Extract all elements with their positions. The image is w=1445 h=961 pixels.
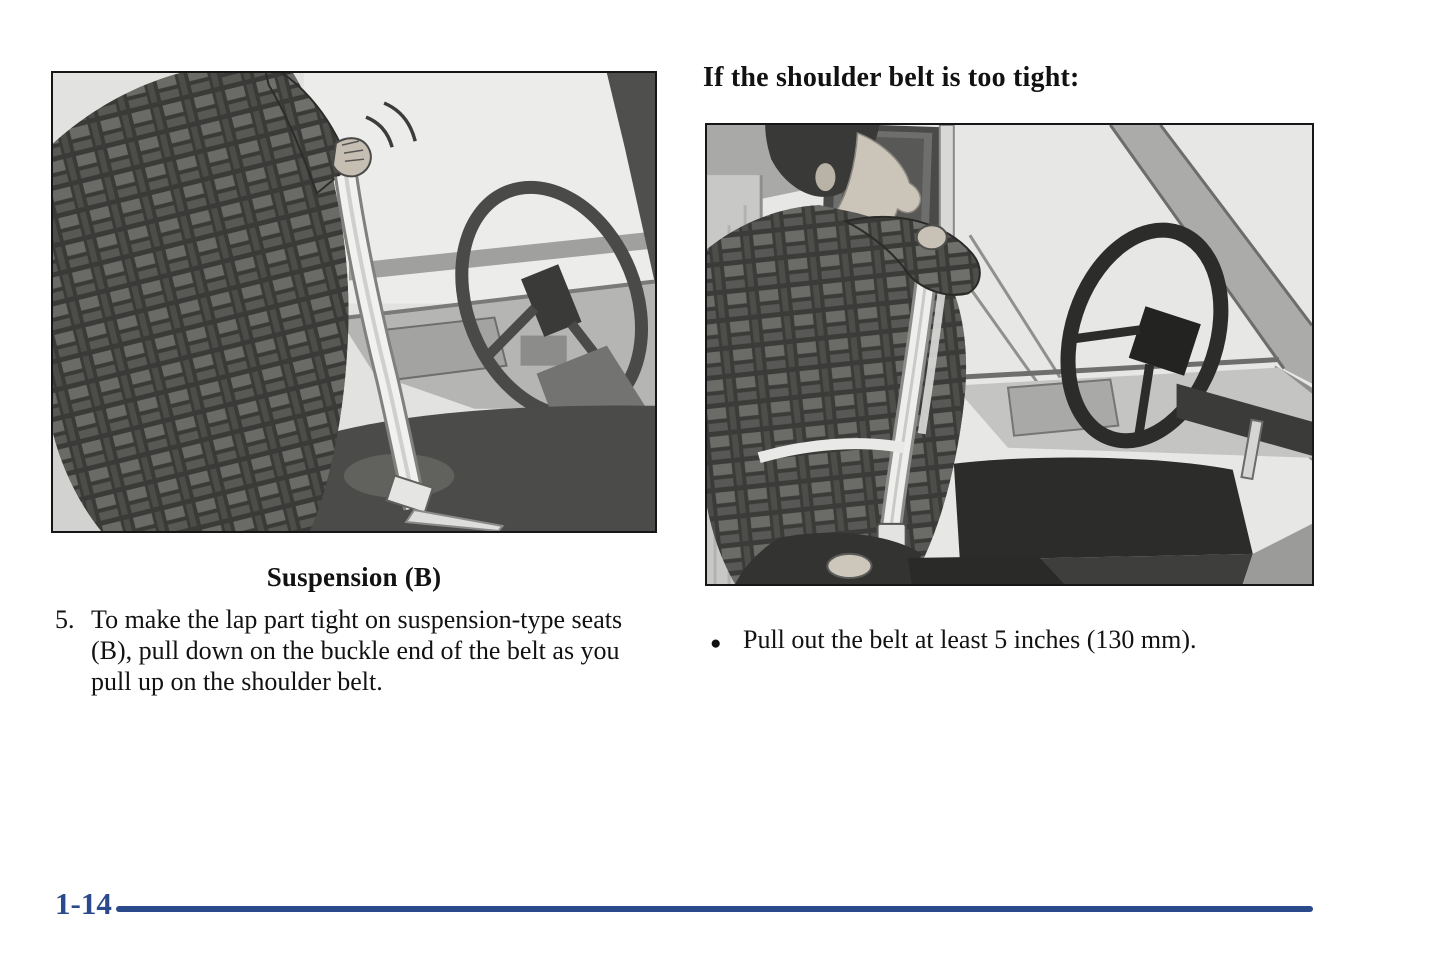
bullet-text: Pull out the belt at least 5 inches (130 mm). [743, 625, 1197, 654]
step-text: To make the lap part tight on suspension-type seats (B), pull down on the buckle end of the belt as you pull up on the shoulder belt. [91, 605, 623, 696]
footer-rule [116, 906, 1313, 912]
section-heading: If the shoulder belt is too tight: [703, 62, 1080, 93]
illustration-pull-up-shoulder-belt [53, 73, 655, 531]
page-number: 1-14 [55, 886, 112, 921]
driver-figure [53, 73, 351, 531]
figure-caption: Suspension (B) [266, 562, 442, 592]
figure-suspension-seat-illustration [51, 71, 657, 533]
hand-pulling-belt [333, 138, 371, 176]
illustration-pull-belt-out [707, 125, 1312, 584]
figure-belt-too-tight-illustration [705, 123, 1314, 586]
bullet-icon: ● [710, 633, 722, 654]
step-number: 5. [55, 605, 75, 634]
bullet-item [710, 624, 1330, 659]
step-item-5 [55, 604, 655, 697]
